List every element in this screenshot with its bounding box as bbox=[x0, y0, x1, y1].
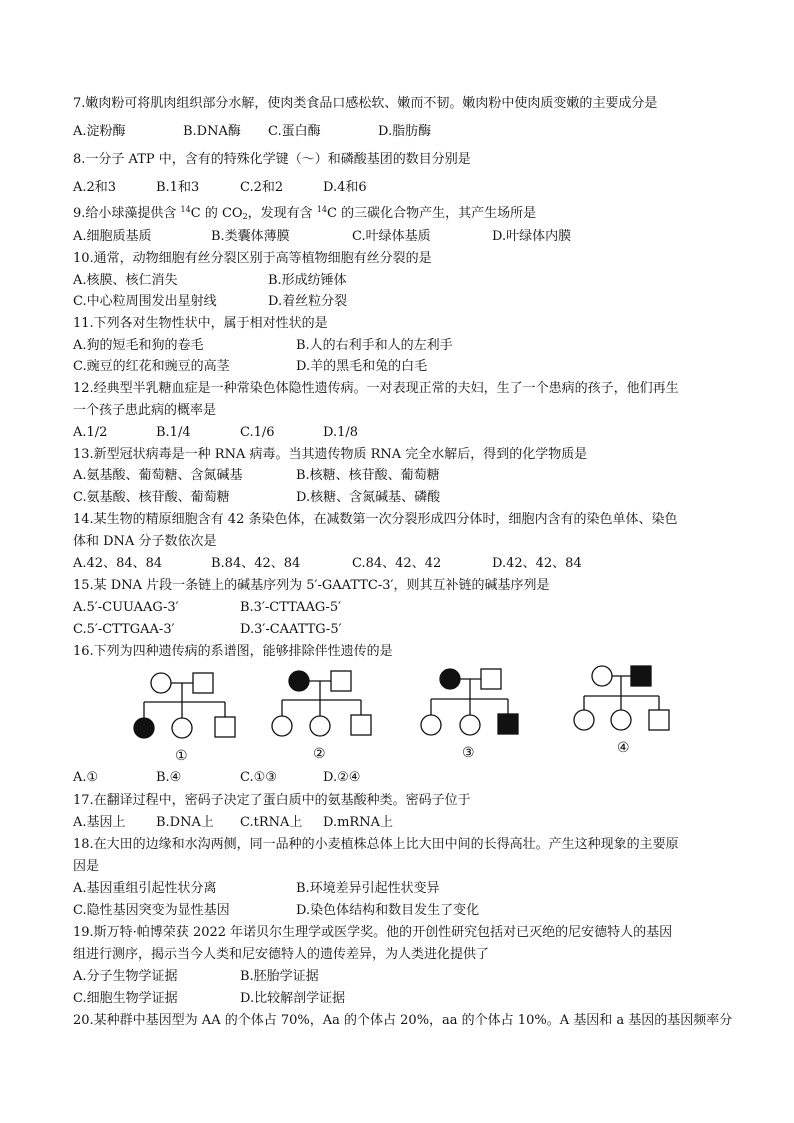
q19-option-d: D.比较解剖学证据 bbox=[240, 991, 346, 1006]
q19-option-b: B.胚胎学证据 bbox=[240, 969, 319, 984]
pedigree-3-daughter-1 bbox=[421, 715, 441, 735]
question-20-stem: 20.某种群中基因型为 AA 的个体占 70%，Aa 的个体占 20%，aa 的个体占 10%。A 基因和 a 基因的基因频率分 bbox=[73, 1013, 733, 1028]
q16-option-b: B.④ bbox=[156, 770, 182, 785]
q8-option-a: A.2和3 bbox=[73, 180, 117, 195]
q17-option-d: D.mRNA上 bbox=[323, 815, 393, 830]
q10-option-b: B.形成纺锤体 bbox=[268, 273, 347, 288]
question-19-stem-line1: 19.斯万特·帕博荣获 2022 年诺贝尔生理学或医学奖。他的开创性研究包括对已灭绝的尼安德特人的基因 bbox=[73, 925, 673, 940]
pedigree-1-father bbox=[193, 673, 213, 693]
q10-option-d: D.着丝粒分裂 bbox=[268, 294, 348, 309]
q9-option-a: A.细胞质基质 bbox=[73, 229, 152, 244]
pedigree-1-mother bbox=[151, 673, 171, 693]
pedigree-4-daughter-2 bbox=[611, 710, 631, 730]
pedigree-1 bbox=[128, 668, 238, 744]
pedigree-3-label: ③ bbox=[462, 745, 475, 761]
pedigree-3 bbox=[418, 666, 528, 742]
question-8-stem: 8.一分子 ATP 中，含有的特殊化学键（～）和磷酸基团的数目分别是 bbox=[73, 152, 471, 167]
q10-option-a: A.核膜、核仁消失 bbox=[73, 273, 178, 288]
q15-option-d: D.3′-CAATTG-5′ bbox=[240, 622, 342, 637]
q9-option-c: C.叶绿体基质 bbox=[352, 229, 431, 244]
question-18-stem-line2: 因是 bbox=[73, 859, 100, 874]
question-18-stem-line1: 18.在大田的边缘和水沟两侧，同一品种的小麦植株总体上比大田中间的长得高壮。产生这种现象的主要原 bbox=[73, 837, 679, 852]
pedigree-3-affected-son bbox=[498, 714, 518, 734]
question-17-stem: 17.在翻译过程中，密码子决定了蛋白质中的氨基酸种类。密码子位于 bbox=[73, 793, 471, 808]
pedigree-1-label: ① bbox=[175, 748, 188, 764]
pedigree-2-daughter-2 bbox=[310, 716, 330, 736]
q15-option-a: A.5′-CUUAAG-3′ bbox=[73, 600, 179, 615]
pedigree-2-son bbox=[351, 715, 371, 735]
question-13-stem: 13.新型冠状病毒是一种 RNA 病毒。当其遗传物质 RNA 完全水解后，得到的化学物质是 bbox=[73, 447, 588, 462]
question-14-stem-line1: 14.某生物的精原细胞含有 42 条染色体，在减数第一次分裂形成四分体时，细胞内含有的染色单体、染色 bbox=[73, 512, 678, 527]
q14-option-c: C.84、42、42 bbox=[352, 556, 442, 571]
q18-option-c: C.隐性基因突变为显性基因 bbox=[73, 903, 230, 918]
question-12-stem-line2: 一个孩子患此病的概率是 bbox=[73, 403, 217, 418]
q12-option-d: D.1/8 bbox=[323, 425, 359, 440]
question-9-stem: 9.给小球藻提供含 $^{14}$C 的 $CO_2$，发现有含 $^{14}$C 的三碳化合物产生，其产生场所是 bbox=[73, 205, 537, 221]
pedigree-4-mother bbox=[592, 666, 612, 686]
question-12-stem-line1: 12.经典型半乳糖血症是一种常染色体隐性遗传病。一对表现正常的夫妇，生了一个患病的孩子，他们再生 bbox=[73, 381, 679, 396]
q16-option-c: C.①③ bbox=[240, 770, 277, 785]
q18-option-d: D.染色体结构和数目发生了变化 bbox=[296, 903, 480, 918]
pedigree-3-affected-mother bbox=[440, 669, 460, 689]
q11-option-c: C.豌豆的红花和豌豆的高茎 bbox=[73, 359, 230, 374]
question-15-stem: 15.某 DNA 片段一条链上的碱基序列为 5′-GAATTC-3′，则其互补链的碱基序列是 bbox=[73, 578, 550, 593]
q17-option-c: C.tRNA上 bbox=[240, 815, 303, 830]
question-11-stem: 11.下列各对生物性状中，属于相对性状的是 bbox=[73, 316, 328, 331]
q7-option-c: C.蛋白酶 bbox=[268, 124, 321, 139]
pedigree-4-label: ④ bbox=[617, 740, 630, 756]
pedigree-4-daughter-1 bbox=[574, 710, 594, 730]
pedigree-1-son bbox=[215, 717, 235, 737]
q8-option-c: C.2和2 bbox=[240, 180, 284, 195]
pedigree-4-son bbox=[649, 710, 669, 730]
q14-option-b: B.84、42、84 bbox=[211, 556, 301, 571]
q11-option-d: D.羊的黑毛和兔的白毛 bbox=[296, 359, 428, 374]
q18-option-a: A.基因重组引起性状分离 bbox=[73, 881, 217, 896]
q14-option-d: D.42、42、84 bbox=[492, 556, 582, 571]
pedigree-3-father bbox=[481, 669, 501, 689]
question-10-stem: 10.通常，动物细胞有丝分裂区别于高等植物细胞有丝分裂的是 bbox=[73, 251, 432, 266]
q19-option-a: A.分子生物学证据 bbox=[73, 969, 178, 984]
pedigree-4 bbox=[565, 662, 675, 738]
pedigree-2-father bbox=[331, 671, 351, 691]
pedigree-2 bbox=[268, 666, 378, 742]
question-7-stem: 7.嫩肉粉可将肌肉组织部分水解，使肉类食品口感松软、嫩而不韧。嫩肉粉中使肉质变嫩的主要成分是 bbox=[73, 96, 658, 111]
q16-option-a: A.① bbox=[73, 770, 99, 785]
q9-option-d: D.叶绿体内膜 bbox=[492, 229, 572, 244]
q16-option-d: D.②④ bbox=[323, 770, 361, 785]
pedigree-2-label: ② bbox=[313, 746, 326, 762]
q8-option-b: B.1和3 bbox=[156, 180, 200, 195]
q13-option-a: A.氨基酸、葡萄糖、含氮碱基 bbox=[73, 468, 243, 483]
pedigree-4-affected-father bbox=[631, 666, 651, 686]
q17-option-a: A.基因上 bbox=[73, 815, 126, 830]
q11-option-a: A.狗的短毛和狗的卷毛 bbox=[73, 338, 204, 353]
q13-option-c: C.氨基酸、核苷酸、葡萄糖 bbox=[73, 490, 230, 505]
q12-option-a: A.1/2 bbox=[73, 425, 108, 440]
q7-option-a: A.淀粉酶 bbox=[73, 124, 126, 139]
question-14-stem-line2: 体和 DNA 分子数依次是 bbox=[73, 534, 217, 549]
q15-option-b: B.3′-CTTAAG-5′ bbox=[240, 600, 342, 615]
question-19-stem-line2: 组进行测序，揭示当今人类和尼安德特人的遗传差异，为人类进化提供了 bbox=[73, 947, 490, 962]
pedigree-3-daughter-2 bbox=[460, 715, 480, 735]
pedigree-1-affected-daughter bbox=[134, 718, 154, 738]
q13-option-d: D.核糖、含氮碱基、磷酸 bbox=[296, 490, 441, 505]
q13-option-b: B.核糖、核苷酸、葡萄糖 bbox=[296, 468, 440, 483]
q7-option-b: B.DNA酶 bbox=[183, 124, 241, 139]
q12-option-b: B.1/4 bbox=[156, 425, 191, 440]
question-16-stem: 16.下列为四种遗传病的系谱图，能够排除伴性遗传的是 bbox=[73, 644, 393, 659]
q8-option-d: D.4和6 bbox=[323, 180, 367, 195]
q12-option-c: C.1/6 bbox=[240, 425, 275, 440]
q11-option-b: B.人的右利手和人的左利手 bbox=[296, 338, 453, 353]
q17-option-b: B.DNA上 bbox=[156, 815, 214, 830]
q7-option-d: D.脂肪酶 bbox=[378, 124, 432, 139]
q14-option-a: A.42、84、84 bbox=[73, 556, 163, 571]
q19-option-c: C.细胞生物学证据 bbox=[73, 991, 178, 1006]
pedigree-2-affected-mother bbox=[289, 671, 309, 691]
q9-option-b: B.类囊体薄膜 bbox=[211, 229, 290, 244]
q15-option-c: C.5′-CTTGAA-3′ bbox=[73, 622, 175, 637]
q10-option-c: C.中心粒周围发出星射线 bbox=[73, 294, 217, 309]
q18-option-b: B.环境差异引起性状变异 bbox=[296, 881, 440, 896]
pedigree-2-daughter-1 bbox=[272, 716, 292, 736]
pedigree-1-daughter bbox=[172, 718, 192, 738]
